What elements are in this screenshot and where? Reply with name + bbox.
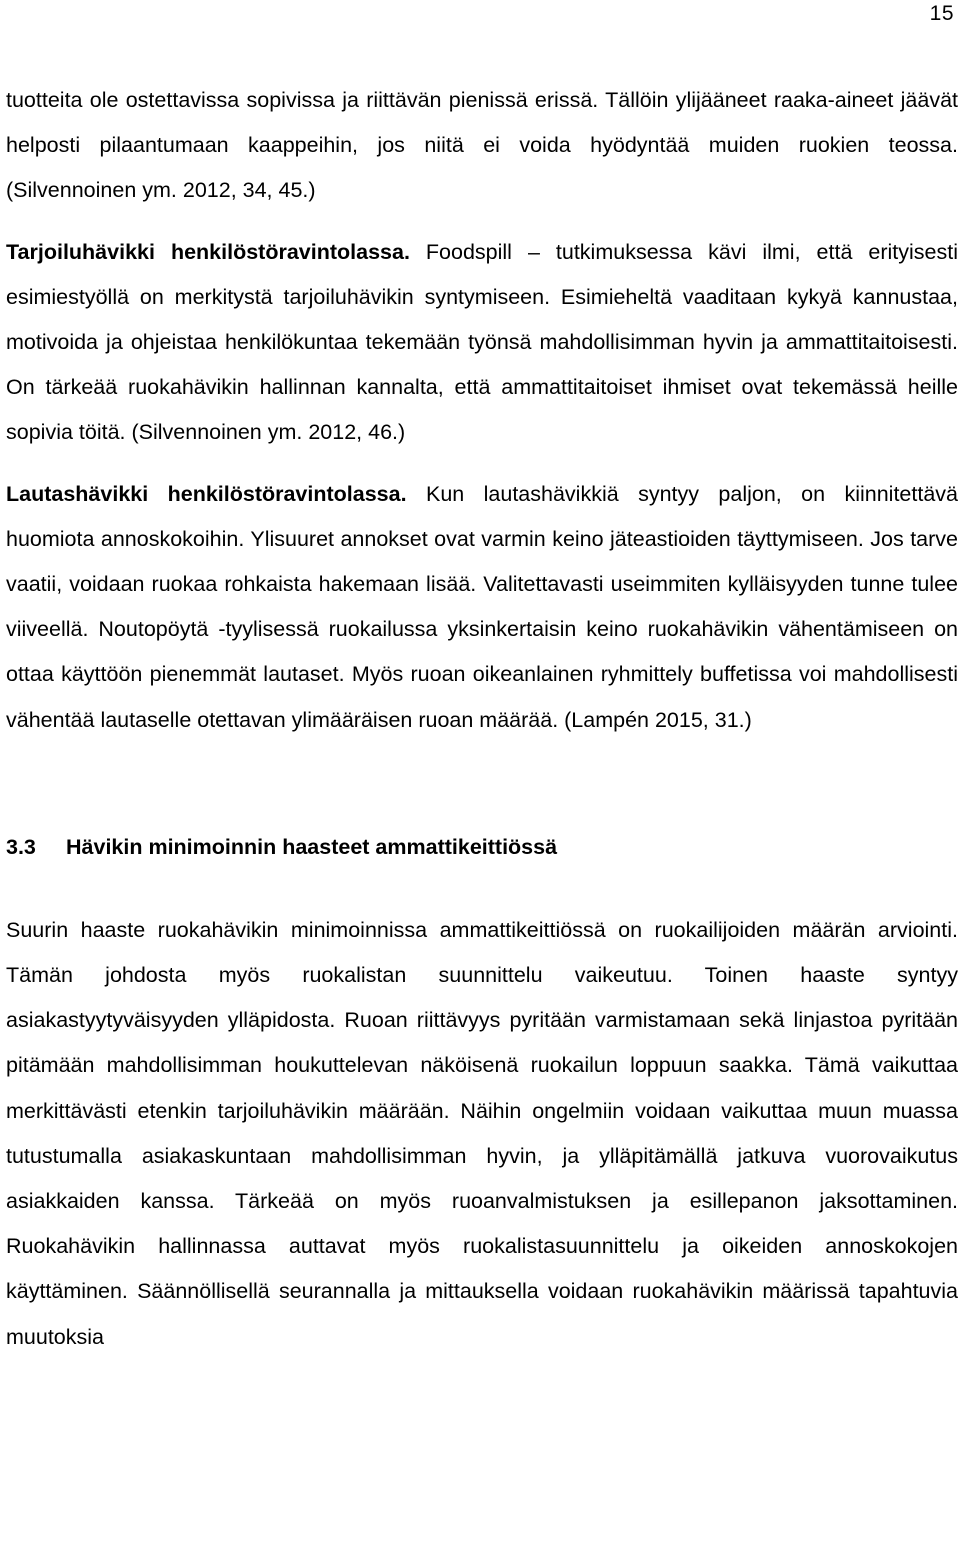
paragraph-tarjoiluhavikki-body: Foodspill – tutkimuksessa kävi ilmi, että erityisesti esimiestyöllä on merkitystä tarjoiluhävikin syntymiseen. Esimieheltä vaaditaan kykyä kannustaa, motivoida ja ohjeistaa henkilökuntaa tekemään työnsä mahdollisimman hyvin ja ammattitaitoisesti. On tärkeää ruokahävikin hallinnan kannalta, että ammattitaitoiset ihmiset ovat tekemässä heille sopivia töitä. (Silvennoinen ym. 2012, 46.) [6,239,958,445]
section-heading [6,825,958,870]
paragraph-tarjoiluhavikki [6,230,958,456]
paragraph-tarjoiluhavikki-title: Tarjoiluhävikki henkilöstöravintolassa. [6,239,410,264]
page-number: 15 [929,2,954,25]
paragraph-lautashavikki-body: Kun lautashävikkiä syntyy paljon, on kiinnitettävä huomiota annoskokoihin. Ylisuuret annokset ovat varmin keino jäteastioiden täyttymiseen. Jos tarve vaatii, voidaan ruokaa rohkaista hakemaan lisää. Valitettavasti useimmiten kylläisyyden tunne tulee viiveellä. Noutopöytä -tyylisessä ruokailussa yksinkertaisin keino ruokahävikin vähentämiseen on ottaa käyttöön pienemmät lautaset. Myös ruoan oikeanlainen ryhmittely buffetissa voi mahdollisesti vähentää lautaselle otettavan ylimääräisen ruoan määrää. (Lampén 2015, 31.) [6,481,958,732]
paragraph-haasteet: Suurin haaste ruokahävikin minimoinnissa ammattikeittiössä on ruokailijoiden määrän arviointi. Tämän johdosta myös ruokalistan suunnittelu vaikeutuu. Toinen haaste syntyy asiakastyytyväisyyden ylläpidosta. Ruoan riittävyys pyritään varmistamaan sekä linjastoa pyritään pitämään mahdollisimman houkuttelevan näköisenä ruokailun loppuun saakka. Tämä vaikuttaa merkittävästi etenkin tarjoiluhävikin määrään. Näihin ongelmiin voidaan vaikuttaa muun muassa tutustumalla asiakaskuntaan mahdollisimman hyvin, ja ylläpitämällä jatkuva vuorovaikutus asiakkaiden kanssa. Tärkeää on myös ruoanvalmistuksen ja esillepanon jaksottaminen. Ruokahävikin hallinnassa auttavat myös ruokalistasuunnittelu ja oikeiden annoskokojen käyttäminen. Säännöllisellä seurannalla ja mittauksella voidaan ruokahävikin määrissä tapahtuvia muutoksia [6,917,958,1349]
paragraph-intro: tuotteita ole ostettavissa sopivissa ja riittävän pienissä erissä. Tällöin ylijääneet raaka-aineet jäävät helposti pilaantumaan kaappeihin, jos niitä ei voida hyödyntää muiden ruokien teossa. (Silvennoinen ym. 2012, 34, 45.) [6,88,958,203]
paragraph-lautashavikki-title: Lautashävikki henkilöstöravintolassa. [6,481,407,506]
paragraph-lautashavikki [6,472,958,743]
document-body [6,78,958,1360]
section-number: 3.3 [6,834,36,859]
section-title: Hävikin minimoinnin haasteet ammattikeittiössä [66,834,558,859]
